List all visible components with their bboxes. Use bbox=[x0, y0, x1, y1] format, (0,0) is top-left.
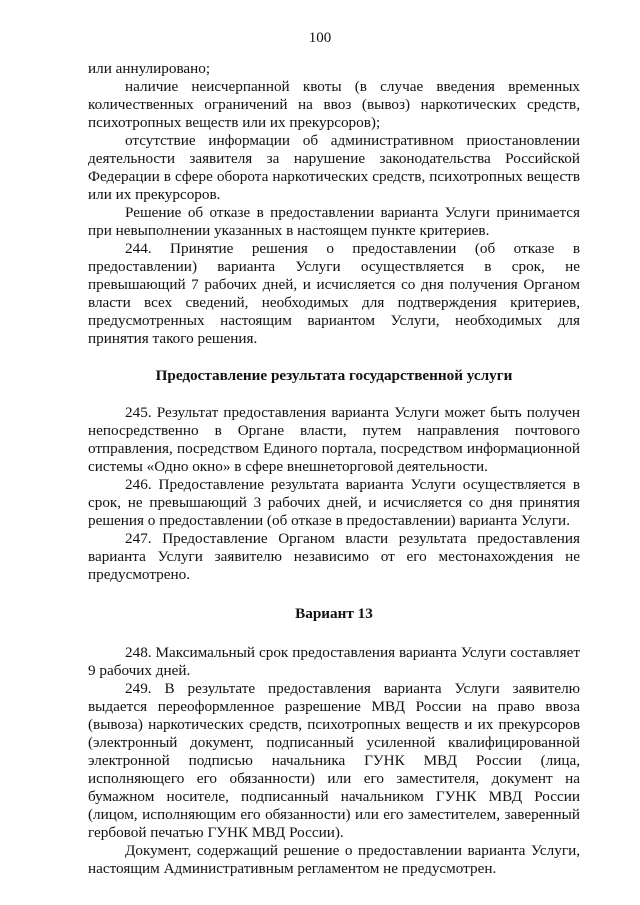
paragraph-247: 247. Предоставление Органом власти результата предоставления варианта Услуги заявителю независимо от его местонахождения не предусмотрено. bbox=[88, 530, 580, 583]
section-heading-variant-13: Вариант 13 bbox=[295, 605, 373, 622]
paragraph-continuation: или аннулировано; bbox=[88, 60, 211, 77]
paragraph-248: 248. Максимальный срок предоставления варианта Услуги составляет 9 рабочих дней. bbox=[88, 644, 580, 679]
paragraph-245: 245. Результат предоставления варианта Услуги может быть получен непосредственно в Органе власти, путем направления почтового отправления, посредством Единого портала, посредством информационной системы «Одно окно» в сфере внешнеторговой деятельности. bbox=[88, 404, 580, 475]
paragraph-quota: наличие неисчерпанной квоты (в случае введения временных количественных ограничений на ввоз (вывоз) наркотических средств, психотропных веществ или их прекурсоров); bbox=[88, 78, 580, 131]
paragraph-no-suspension: отсутствие информации об административном приостановлении деятельности заявителя за нарушение законодательства Российской Федерации в сфере оборота наркотических средств, психотропных веществ или их прекурсоров. bbox=[88, 132, 580, 203]
section-heading-result: Предоставление результата государственной услуги bbox=[155, 367, 513, 384]
paragraph-244: 244. Принятие решения о предоставлении (об отказе в предоставлении) варианта Услуги осуществляется в срок, не превышающий 7 рабочих дней, и исчисляется со дня получения Органом власти всех сведений, необходимых для подтверждения критериев, предусмотренных настоящим вариантом Услуги, необходимых для принятия такого решения. bbox=[88, 240, 580, 347]
paragraph-document: Документ, содержащий решение о предоставлении варианта Услуги, настоящим Административным регламентом не предусмотрен. bbox=[88, 842, 580, 877]
page-number: 100 bbox=[308, 30, 332, 46]
paragraph-246: 246. Предоставление результата варианта Услуги осуществляется в срок, не превышающий 3 рабочих дней, и исчисляется со дня принятия решения о предоставлении (об отказе в предоставлении) варианта Услуги. bbox=[88, 476, 580, 529]
paragraph-refusal: Решение об отказе в предоставлении варианта Услуги принимается при невыполнении указанных в настоящем пункте критериев. bbox=[88, 204, 580, 239]
paragraph-249: 249. В результате предоставления варианта Услуги заявителю выдается переоформленное разрешение МВД России на право ввоза (вывоза) наркотических средств, психотропных веществ и их прекурсоров (электронный документ, подписанный усиленной квалифицированной электронной подписью начальника ГУНК МВД России (лица, исполняющего его обязанности) или его заместителя, документ на бумажном носителе, подписанный начальником ГУНК МВД России (лицом, исполняющим его обязанности) или его заместителем, заверенный гербовой печатью ГУНК МВД России). bbox=[88, 680, 580, 841]
document-body bbox=[88, 60, 580, 878]
